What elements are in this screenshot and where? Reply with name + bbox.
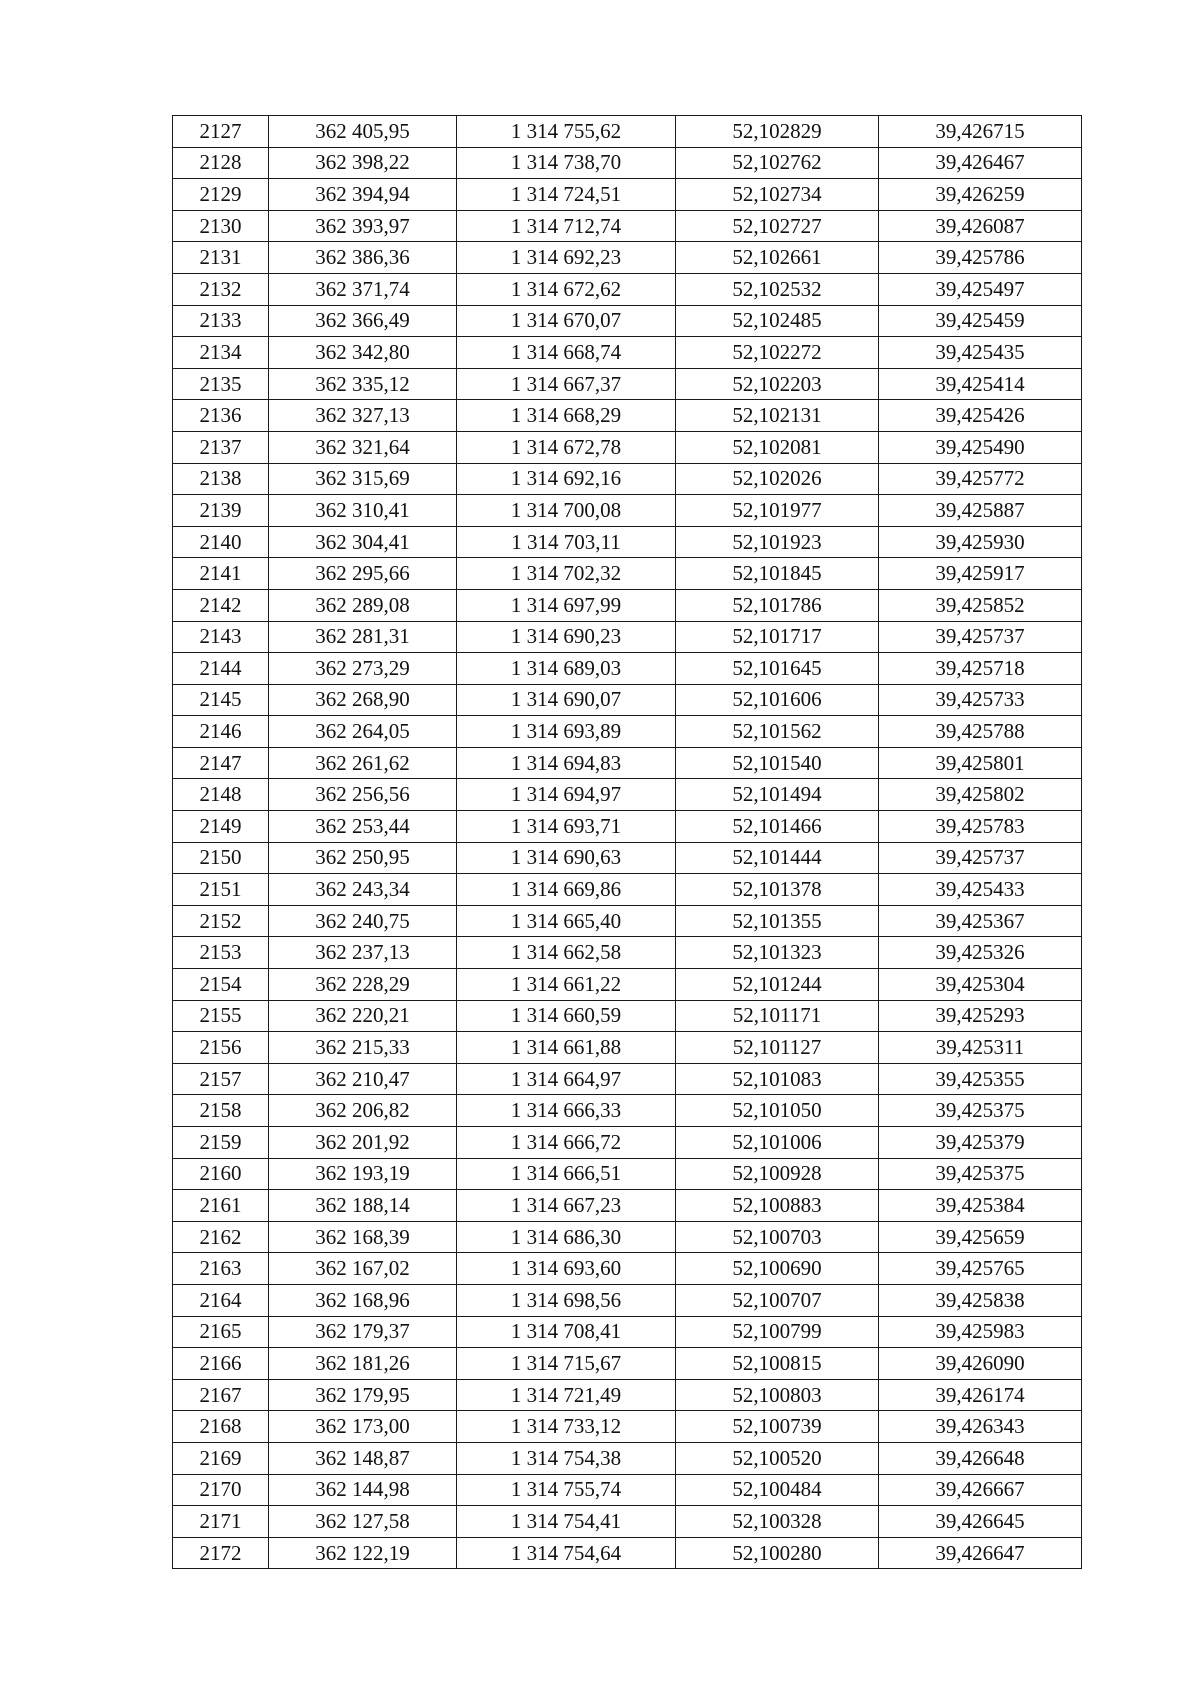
point-number-cell: 2166 <box>173 1348 269 1380</box>
latitude-cell: 52,102203 <box>676 368 879 400</box>
coordinates-table-body <box>173 116 1082 1569</box>
longitude-cell: 39,425659 <box>879 1221 1082 1253</box>
table-row <box>173 463 1082 495</box>
point-number-cell: 2139 <box>173 495 269 527</box>
y-coordinate-cell: 1 314 754,41 <box>457 1506 676 1538</box>
x-coordinate-cell: 362 268,90 <box>269 684 457 716</box>
longitude-cell: 39,425375 <box>879 1095 1082 1127</box>
x-coordinate-cell: 362 304,41 <box>269 526 457 558</box>
latitude-cell: 52,101717 <box>676 621 879 653</box>
latitude-cell: 52,101977 <box>676 495 879 527</box>
longitude-cell: 39,425852 <box>879 589 1082 621</box>
latitude-cell: 52,102829 <box>676 116 879 148</box>
y-coordinate-cell: 1 314 697,99 <box>457 589 676 621</box>
longitude-cell: 39,425930 <box>879 526 1082 558</box>
y-coordinate-cell: 1 314 754,38 <box>457 1442 676 1474</box>
x-coordinate-cell: 362 144,98 <box>269 1474 457 1506</box>
point-number-cell: 2165 <box>173 1316 269 1348</box>
longitude-cell: 39,426715 <box>879 116 1082 148</box>
longitude-cell: 39,425459 <box>879 305 1082 337</box>
x-coordinate-cell: 362 335,12 <box>269 368 457 400</box>
table-row <box>173 937 1082 969</box>
y-coordinate-cell: 1 314 692,16 <box>457 463 676 495</box>
point-number-cell: 2154 <box>173 969 269 1001</box>
y-coordinate-cell: 1 314 694,97 <box>457 779 676 811</box>
x-coordinate-cell: 362 168,96 <box>269 1284 457 1316</box>
x-coordinate-cell: 362 179,37 <box>269 1316 457 1348</box>
longitude-cell: 39,425788 <box>879 716 1082 748</box>
table-row <box>173 116 1082 148</box>
point-number-cell: 2149 <box>173 811 269 843</box>
latitude-cell: 52,101378 <box>676 874 879 906</box>
point-number-cell: 2147 <box>173 747 269 779</box>
y-coordinate-cell: 1 314 700,08 <box>457 495 676 527</box>
x-coordinate-cell: 362 264,05 <box>269 716 457 748</box>
latitude-cell: 52,102532 <box>676 273 879 305</box>
point-number-cell: 2136 <box>173 400 269 432</box>
table-row <box>173 495 1082 527</box>
latitude-cell: 52,101050 <box>676 1095 879 1127</box>
table-row <box>173 1474 1082 1506</box>
latitude-cell: 52,100815 <box>676 1348 879 1380</box>
point-number-cell: 2141 <box>173 558 269 590</box>
y-coordinate-cell: 1 314 668,74 <box>457 337 676 369</box>
x-coordinate-cell: 362 250,95 <box>269 842 457 874</box>
latitude-cell: 52,102734 <box>676 179 879 211</box>
x-coordinate-cell: 362 206,82 <box>269 1095 457 1127</box>
longitude-cell: 39,425326 <box>879 937 1082 969</box>
table-row <box>173 779 1082 811</box>
table-row <box>173 716 1082 748</box>
x-coordinate-cell: 362 122,19 <box>269 1537 457 1569</box>
point-number-cell: 2135 <box>173 368 269 400</box>
table-row <box>173 210 1082 242</box>
x-coordinate-cell: 362 243,34 <box>269 874 457 906</box>
longitude-cell: 39,426343 <box>879 1411 1082 1443</box>
latitude-cell: 52,100928 <box>676 1158 879 1190</box>
longitude-cell: 39,425414 <box>879 368 1082 400</box>
x-coordinate-cell: 362 168,39 <box>269 1221 457 1253</box>
latitude-cell: 52,101562 <box>676 716 879 748</box>
point-number-cell: 2167 <box>173 1379 269 1411</box>
latitude-cell: 52,100328 <box>676 1506 879 1538</box>
longitude-cell: 39,425718 <box>879 653 1082 685</box>
point-number-cell: 2144 <box>173 653 269 685</box>
table-row <box>173 1095 1082 1127</box>
x-coordinate-cell: 362 127,58 <box>269 1506 457 1538</box>
x-coordinate-cell: 362 188,14 <box>269 1190 457 1222</box>
latitude-cell: 52,101540 <box>676 747 879 779</box>
latitude-cell: 52,102485 <box>676 305 879 337</box>
table-row <box>173 684 1082 716</box>
point-number-cell: 2169 <box>173 1442 269 1474</box>
latitude-cell: 52,100803 <box>676 1379 879 1411</box>
x-coordinate-cell: 362 386,36 <box>269 242 457 274</box>
point-number-cell: 2133 <box>173 305 269 337</box>
longitude-cell: 39,425304 <box>879 969 1082 1001</box>
longitude-cell: 39,426467 <box>879 147 1082 179</box>
latitude-cell: 52,102026 <box>676 463 879 495</box>
y-coordinate-cell: 1 314 698,56 <box>457 1284 676 1316</box>
longitude-cell: 39,426648 <box>879 1442 1082 1474</box>
point-number-cell: 2162 <box>173 1221 269 1253</box>
x-coordinate-cell: 362 181,26 <box>269 1348 457 1380</box>
longitude-cell: 39,425801 <box>879 747 1082 779</box>
longitude-cell: 39,426087 <box>879 210 1082 242</box>
latitude-cell: 52,101444 <box>676 842 879 874</box>
table-row <box>173 1316 1082 1348</box>
y-coordinate-cell: 1 314 738,70 <box>457 147 676 179</box>
x-coordinate-cell: 362 148,87 <box>269 1442 457 1474</box>
x-coordinate-cell: 362 371,74 <box>269 273 457 305</box>
x-coordinate-cell: 362 281,31 <box>269 621 457 653</box>
latitude-cell: 52,100707 <box>676 1284 879 1316</box>
y-coordinate-cell: 1 314 669,86 <box>457 874 676 906</box>
longitude-cell: 39,425426 <box>879 400 1082 432</box>
y-coordinate-cell: 1 314 690,23 <box>457 621 676 653</box>
longitude-cell: 39,425917 <box>879 558 1082 590</box>
x-coordinate-cell: 362 173,00 <box>269 1411 457 1443</box>
table-row <box>173 1506 1082 1538</box>
longitude-cell: 39,426667 <box>879 1474 1082 1506</box>
y-coordinate-cell: 1 314 694,83 <box>457 747 676 779</box>
latitude-cell: 52,101323 <box>676 937 879 969</box>
x-coordinate-cell: 362 256,56 <box>269 779 457 811</box>
point-number-cell: 2163 <box>173 1253 269 1285</box>
latitude-cell: 52,101845 <box>676 558 879 590</box>
x-coordinate-cell: 362 240,75 <box>269 905 457 937</box>
table-row <box>173 431 1082 463</box>
longitude-cell: 39,425983 <box>879 1316 1082 1348</box>
y-coordinate-cell: 1 314 668,29 <box>457 400 676 432</box>
point-number-cell: 2134 <box>173 337 269 369</box>
x-coordinate-cell: 362 289,08 <box>269 589 457 621</box>
longitude-cell: 39,425311 <box>879 1032 1082 1064</box>
point-number-cell: 2155 <box>173 1000 269 1032</box>
point-number-cell: 2152 <box>173 905 269 937</box>
table-row <box>173 179 1082 211</box>
y-coordinate-cell: 1 314 667,23 <box>457 1190 676 1222</box>
latitude-cell: 52,100280 <box>676 1537 879 1569</box>
y-coordinate-cell: 1 314 670,07 <box>457 305 676 337</box>
coordinates-table <box>172 115 1082 1569</box>
longitude-cell: 39,425435 <box>879 337 1082 369</box>
table-row <box>173 1537 1082 1569</box>
table-row <box>173 305 1082 337</box>
x-coordinate-cell: 362 237,13 <box>269 937 457 969</box>
longitude-cell: 39,425379 <box>879 1127 1082 1159</box>
longitude-cell: 39,425375 <box>879 1158 1082 1190</box>
y-coordinate-cell: 1 314 724,51 <box>457 179 676 211</box>
table-row <box>173 653 1082 685</box>
x-coordinate-cell: 362 310,41 <box>269 495 457 527</box>
latitude-cell: 52,100520 <box>676 1442 879 1474</box>
y-coordinate-cell: 1 314 666,51 <box>457 1158 676 1190</box>
table-row <box>173 811 1082 843</box>
point-number-cell: 2137 <box>173 431 269 463</box>
longitude-cell: 39,426174 <box>879 1379 1082 1411</box>
x-coordinate-cell: 362 393,97 <box>269 210 457 242</box>
point-number-cell: 2138 <box>173 463 269 495</box>
point-number-cell: 2160 <box>173 1158 269 1190</box>
x-coordinate-cell: 362 321,64 <box>269 431 457 463</box>
table-row <box>173 273 1082 305</box>
table-row <box>173 147 1082 179</box>
table-row <box>173 589 1082 621</box>
longitude-cell: 39,426090 <box>879 1348 1082 1380</box>
point-number-cell: 2129 <box>173 179 269 211</box>
y-coordinate-cell: 1 314 702,32 <box>457 558 676 590</box>
table-row <box>173 1411 1082 1443</box>
table-row <box>173 1442 1082 1474</box>
point-number-cell: 2145 <box>173 684 269 716</box>
point-number-cell: 2132 <box>173 273 269 305</box>
latitude-cell: 52,102727 <box>676 210 879 242</box>
table-row <box>173 1221 1082 1253</box>
point-number-cell: 2128 <box>173 147 269 179</box>
table-row <box>173 242 1082 274</box>
x-coordinate-cell: 362 253,44 <box>269 811 457 843</box>
y-coordinate-cell: 1 314 662,58 <box>457 937 676 969</box>
table-row <box>173 747 1082 779</box>
x-coordinate-cell: 362 366,49 <box>269 305 457 337</box>
point-number-cell: 2170 <box>173 1474 269 1506</box>
table-row <box>173 1063 1082 1095</box>
y-coordinate-cell: 1 314 754,64 <box>457 1537 676 1569</box>
x-coordinate-cell: 362 261,62 <box>269 747 457 779</box>
latitude-cell: 52,101006 <box>676 1127 879 1159</box>
point-number-cell: 2159 <box>173 1127 269 1159</box>
x-coordinate-cell: 362 295,66 <box>269 558 457 590</box>
table-row <box>173 1158 1082 1190</box>
y-coordinate-cell: 1 314 733,12 <box>457 1411 676 1443</box>
y-coordinate-cell: 1 314 689,03 <box>457 653 676 685</box>
y-coordinate-cell: 1 314 666,72 <box>457 1127 676 1159</box>
table-row <box>173 1190 1082 1222</box>
longitude-cell: 39,425367 <box>879 905 1082 937</box>
longitude-cell: 39,426645 <box>879 1506 1082 1538</box>
longitude-cell: 39,425433 <box>879 874 1082 906</box>
x-coordinate-cell: 362 315,69 <box>269 463 457 495</box>
point-number-cell: 2143 <box>173 621 269 653</box>
table-row <box>173 1284 1082 1316</box>
x-coordinate-cell: 362 167,02 <box>269 1253 457 1285</box>
point-number-cell: 2158 <box>173 1095 269 1127</box>
latitude-cell: 52,101083 <box>676 1063 879 1095</box>
point-number-cell: 2157 <box>173 1063 269 1095</box>
table-row <box>173 1127 1082 1159</box>
table-row <box>173 969 1082 1001</box>
point-number-cell: 2168 <box>173 1411 269 1443</box>
table-row <box>173 1000 1082 1032</box>
latitude-cell: 52,100690 <box>676 1253 879 1285</box>
point-number-cell: 2130 <box>173 210 269 242</box>
latitude-cell: 52,101466 <box>676 811 879 843</box>
table-row <box>173 621 1082 653</box>
x-coordinate-cell: 362 201,92 <box>269 1127 457 1159</box>
latitude-cell: 52,100799 <box>676 1316 879 1348</box>
table-row <box>173 874 1082 906</box>
x-coordinate-cell: 362 228,29 <box>269 969 457 1001</box>
y-coordinate-cell: 1 314 664,97 <box>457 1063 676 1095</box>
latitude-cell: 52,101171 <box>676 1000 879 1032</box>
x-coordinate-cell: 362 405,95 <box>269 116 457 148</box>
longitude-cell: 39,425490 <box>879 431 1082 463</box>
y-coordinate-cell: 1 314 672,78 <box>457 431 676 463</box>
latitude-cell: 52,100883 <box>676 1190 879 1222</box>
y-coordinate-cell: 1 314 755,74 <box>457 1474 676 1506</box>
y-coordinate-cell: 1 314 693,71 <box>457 811 676 843</box>
latitude-cell: 52,101645 <box>676 653 879 685</box>
point-number-cell: 2146 <box>173 716 269 748</box>
y-coordinate-cell: 1 314 665,40 <box>457 905 676 937</box>
latitude-cell: 52,101606 <box>676 684 879 716</box>
y-coordinate-cell: 1 314 693,60 <box>457 1253 676 1285</box>
point-number-cell: 2131 <box>173 242 269 274</box>
point-number-cell: 2140 <box>173 526 269 558</box>
longitude-cell: 39,425783 <box>879 811 1082 843</box>
longitude-cell: 39,425737 <box>879 621 1082 653</box>
y-coordinate-cell: 1 314 666,33 <box>457 1095 676 1127</box>
y-coordinate-cell: 1 314 712,74 <box>457 210 676 242</box>
x-coordinate-cell: 362 220,21 <box>269 1000 457 1032</box>
latitude-cell: 52,102661 <box>676 242 879 274</box>
y-coordinate-cell: 1 314 692,23 <box>457 242 676 274</box>
point-number-cell: 2172 <box>173 1537 269 1569</box>
point-number-cell: 2161 <box>173 1190 269 1222</box>
latitude-cell: 52,102762 <box>676 147 879 179</box>
table-row <box>173 842 1082 874</box>
point-number-cell: 2148 <box>173 779 269 811</box>
latitude-cell: 52,102272 <box>676 337 879 369</box>
point-number-cell: 2142 <box>173 589 269 621</box>
x-coordinate-cell: 362 398,22 <box>269 147 457 179</box>
y-coordinate-cell: 1 314 690,07 <box>457 684 676 716</box>
longitude-cell: 39,425355 <box>879 1063 1082 1095</box>
point-number-cell: 2153 <box>173 937 269 969</box>
x-coordinate-cell: 362 179,95 <box>269 1379 457 1411</box>
table-row <box>173 337 1082 369</box>
y-coordinate-cell: 1 314 667,37 <box>457 368 676 400</box>
longitude-cell: 39,425737 <box>879 842 1082 874</box>
table-row <box>173 558 1082 590</box>
longitude-cell: 39,425887 <box>879 495 1082 527</box>
y-coordinate-cell: 1 314 686,30 <box>457 1221 676 1253</box>
latitude-cell: 52,101127 <box>676 1032 879 1064</box>
longitude-cell: 39,426259 <box>879 179 1082 211</box>
table-row <box>173 1253 1082 1285</box>
point-number-cell: 2150 <box>173 842 269 874</box>
longitude-cell: 39,425838 <box>879 1284 1082 1316</box>
longitude-cell: 39,426647 <box>879 1537 1082 1569</box>
latitude-cell: 52,101494 <box>676 779 879 811</box>
latitude-cell: 52,101786 <box>676 589 879 621</box>
y-coordinate-cell: 1 314 661,22 <box>457 969 676 1001</box>
latitude-cell: 52,100703 <box>676 1221 879 1253</box>
y-coordinate-cell: 1 314 721,49 <box>457 1379 676 1411</box>
longitude-cell: 39,425384 <box>879 1190 1082 1222</box>
point-number-cell: 2156 <box>173 1032 269 1064</box>
latitude-cell: 52,101244 <box>676 969 879 1001</box>
y-coordinate-cell: 1 314 703,11 <box>457 526 676 558</box>
longitude-cell: 39,425802 <box>879 779 1082 811</box>
latitude-cell: 52,102081 <box>676 431 879 463</box>
point-number-cell: 2151 <box>173 874 269 906</box>
table-row <box>173 905 1082 937</box>
y-coordinate-cell: 1 314 755,62 <box>457 116 676 148</box>
y-coordinate-cell: 1 314 715,67 <box>457 1348 676 1380</box>
table-row <box>173 1032 1082 1064</box>
latitude-cell: 52,102131 <box>676 400 879 432</box>
table-row <box>173 526 1082 558</box>
point-number-cell: 2127 <box>173 116 269 148</box>
latitude-cell: 52,101923 <box>676 526 879 558</box>
x-coordinate-cell: 362 193,19 <box>269 1158 457 1190</box>
longitude-cell: 39,425772 <box>879 463 1082 495</box>
y-coordinate-cell: 1 314 661,88 <box>457 1032 676 1064</box>
y-coordinate-cell: 1 314 693,89 <box>457 716 676 748</box>
point-number-cell: 2164 <box>173 1284 269 1316</box>
latitude-cell: 52,101355 <box>676 905 879 937</box>
point-number-cell: 2171 <box>173 1506 269 1538</box>
latitude-cell: 52,100484 <box>676 1474 879 1506</box>
latitude-cell: 52,100739 <box>676 1411 879 1443</box>
longitude-cell: 39,425786 <box>879 242 1082 274</box>
x-coordinate-cell: 362 342,80 <box>269 337 457 369</box>
y-coordinate-cell: 1 314 660,59 <box>457 1000 676 1032</box>
table-row <box>173 400 1082 432</box>
y-coordinate-cell: 1 314 690,63 <box>457 842 676 874</box>
y-coordinate-cell: 1 314 708,41 <box>457 1316 676 1348</box>
x-coordinate-cell: 362 210,47 <box>269 1063 457 1095</box>
x-coordinate-cell: 362 327,13 <box>269 400 457 432</box>
table-row <box>173 1379 1082 1411</box>
table-row <box>173 1348 1082 1380</box>
longitude-cell: 39,425765 <box>879 1253 1082 1285</box>
x-coordinate-cell: 362 273,29 <box>269 653 457 685</box>
table-row <box>173 368 1082 400</box>
y-coordinate-cell: 1 314 672,62 <box>457 273 676 305</box>
x-coordinate-cell: 362 215,33 <box>269 1032 457 1064</box>
longitude-cell: 39,425293 <box>879 1000 1082 1032</box>
x-coordinate-cell: 362 394,94 <box>269 179 457 211</box>
longitude-cell: 39,425733 <box>879 684 1082 716</box>
longitude-cell: 39,425497 <box>879 273 1082 305</box>
